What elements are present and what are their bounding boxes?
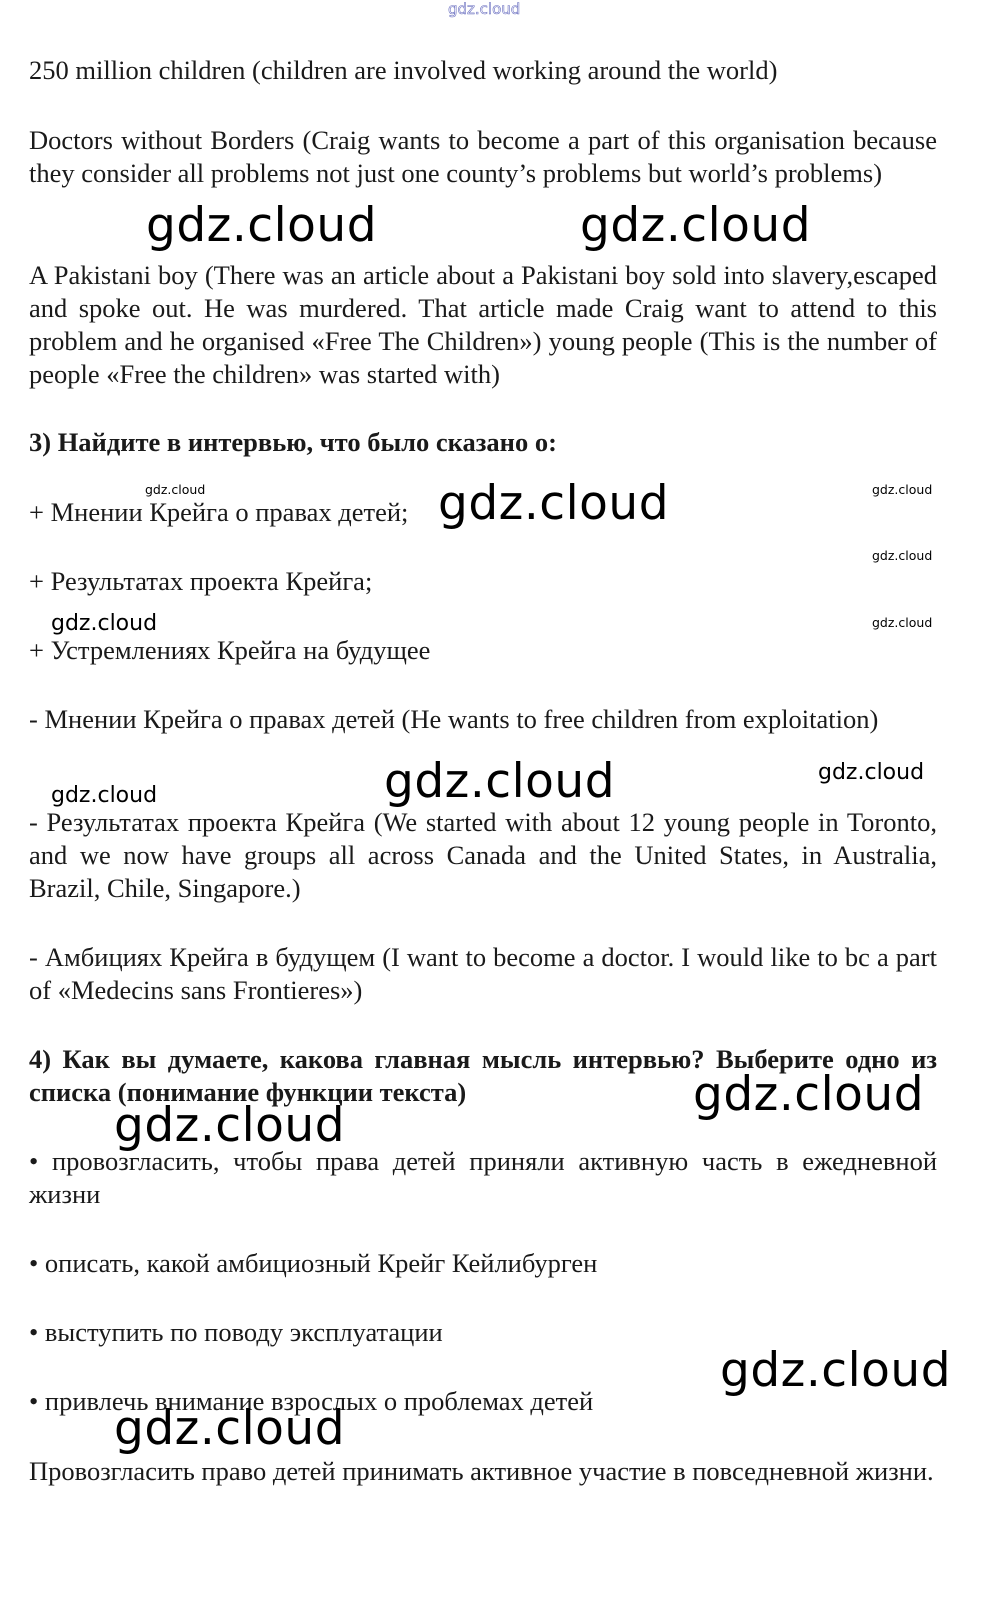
question-3-item-rights: + Мнении Крейга о правах детей; [29, 497, 409, 527]
watermark: gdz.cloud [114, 1098, 346, 1153]
answer-3-results: - Результатах проекта Крейга (We started with about 12 young people in Toronto, and we now have groups all across Canada and the United States, in Australia, Brazil, Chile, Singapore.) [29, 807, 937, 903]
question-4-option-2: • описать, какой амбициозный Крейг Кейлибурген [29, 1248, 598, 1278]
paragraph-pakistani-boy: A Pakistani boy (There was an article about a Pakistani boy sold into slavery,escaped and spoke out. He was murdered. That article made Craig want to attend to this problem and he organised «Free The Children») young people (This is the number of people «Free the children» was started with) [29, 260, 937, 389]
watermark: gdz.cloud [818, 760, 925, 785]
question-4-option-3: • выступить по поводу эксплуатации [29, 1317, 443, 1347]
header-watermark: gdz.cloud [448, 0, 521, 18]
watermark: gdz.cloud [693, 1067, 925, 1122]
question-4-option-1: • провозгласить, чтобы права детей приняли активную часть в ежедневной жизни [29, 1146, 937, 1209]
watermark: gdz.cloud [114, 1401, 346, 1456]
watermark: gdz.cloud [872, 482, 933, 497]
question-3-item-future: + Устремлениях Крейга на будущее [29, 635, 431, 665]
watermark: gdz.cloud [872, 615, 933, 630]
watermark: gdz.cloud [872, 548, 933, 563]
paragraph-children-count: 250 million children (children are involved working around the world) [29, 55, 778, 85]
paragraph-doctors-without-borders: Doctors without Borders (Craig wants to become a part of this organisation because they consider all problems not just one county’s problems but world’s problems) [29, 125, 937, 188]
question-4-option-4: • привлечь внимание взрослых о проблемах детей [29, 1386, 594, 1416]
question-3-item-results: + Результатах проекта Крейга; [29, 566, 373, 596]
watermark: gdz.cloud [51, 783, 158, 808]
watermark: gdz.cloud [384, 754, 616, 809]
answer-4: Провозгласить право детей принимать активное участие в повседневной жизни. [29, 1456, 934, 1486]
answer-3-ambitions: - Амбициях Крейга в будущем (I want to become a doctor. I would like to bc a part of «Medecins sans Frontieres») [29, 942, 937, 1005]
watermark: gdz.cloud [580, 198, 812, 253]
watermark: gdz.cloud [51, 611, 158, 636]
question-4-heading: 4) Как вы думаете, какова главная мысль интервью? Выберите одно из списка (понимание функции текста) [29, 1044, 937, 1107]
watermark: gdz.cloud [438, 476, 670, 531]
watermark: gdz.cloud [146, 198, 378, 253]
watermark: gdz.cloud [720, 1343, 952, 1398]
question-3-heading: 3) Найдите в интервью, что было сказано о: [29, 427, 557, 457]
watermark: gdz.cloud [145, 482, 206, 497]
answer-3-rights: - Мнении Крейга о правах детей (He wants to free children from exploitation) [29, 704, 879, 734]
